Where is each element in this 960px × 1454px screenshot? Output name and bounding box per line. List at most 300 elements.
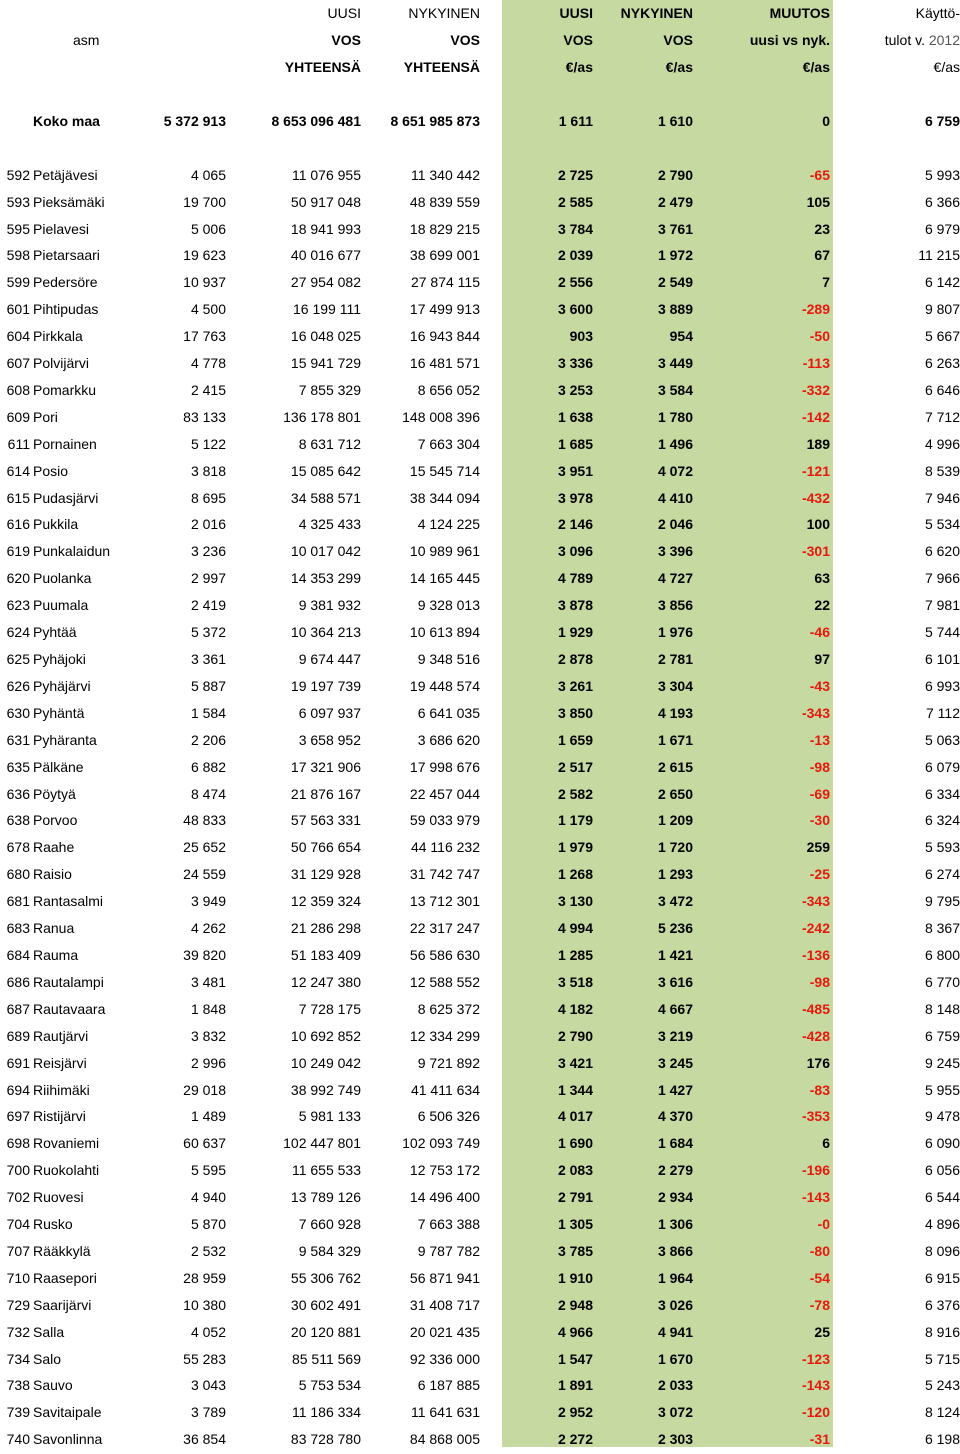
cell-kaytto: 6 993 [924, 677, 960, 694]
cell-asm: 5 887 [190, 677, 226, 694]
table-row [0, 996, 960, 1023]
cell-muutos: -289 [801, 301, 830, 318]
cell-asm: 5 372 [190, 624, 226, 641]
cell-nyk-yht: 16 481 571 [409, 355, 480, 372]
cell-muutos: 25 [814, 1323, 830, 1340]
cell-code: 630 [6, 704, 30, 721]
cell-asm: 29 018 [183, 1081, 226, 1098]
cell-nyk-as: 4 941 [657, 1323, 693, 1340]
cell-nyk-yht: 48 839 559 [409, 193, 480, 210]
cell-code: 700 [6, 1162, 30, 1179]
cell-uusi-yht: 11 655 533 [291, 1162, 361, 1179]
cell-nyk-yht: 10 613 894 [409, 624, 480, 641]
cell-asm: 36 854 [183, 1431, 226, 1448]
cell-uusi-yht: 20 120 881 [290, 1323, 361, 1340]
cell-gap [480, 1157, 505, 1184]
cell-asm: 24 559 [183, 866, 226, 883]
cell-uusi-as: 2 948 [557, 1296, 593, 1313]
cell-kaytto: 5 534 [924, 516, 960, 533]
cell-uusi-yht: 9 381 932 [298, 597, 361, 614]
cell-uusi-yht: 4 325 433 [298, 516, 361, 533]
cell-gap [480, 242, 505, 269]
cell-nyk-yht: 14 165 445 [409, 570, 480, 587]
cell-uusi-yht: 8 631 712 [298, 435, 361, 452]
cell-asm: 6 882 [190, 758, 226, 775]
cell-code: 689 [6, 1027, 30, 1044]
cell-uusi-as: 2 039 [557, 247, 593, 264]
cell-code: 604 [6, 328, 30, 345]
cell-name: Ruovesi [33, 1189, 84, 1206]
cell-nyk-as: 1 671 [657, 731, 693, 748]
cell-nyk-yht: 148 008 396 [402, 408, 480, 425]
cell-muutos: 259 [806, 839, 830, 856]
table-row [0, 969, 960, 996]
cell-kaytto: 5 593 [924, 839, 960, 856]
cell-kaytto: 5 715 [924, 1350, 960, 1367]
cell-gap [480, 458, 505, 485]
cell-name: Rauma [33, 946, 79, 963]
table-row [0, 1184, 960, 1211]
cell-kaytto: 5 063 [924, 731, 960, 748]
cell-code: 593 [6, 193, 30, 210]
cell-nyk-yht: 7 663 388 [417, 1216, 480, 1233]
cell-kaytto: 5 243 [924, 1377, 960, 1394]
header-kaytto-a: tulot v. [884, 32, 925, 48]
cell-name: Savitaipale [33, 1404, 102, 1421]
header-row-3 [0, 54, 960, 81]
cell-nyk-as: 3 072 [657, 1404, 693, 1421]
cell-code: 631 [6, 731, 30, 748]
cell-uusi-as: 2 790 [557, 1027, 593, 1044]
cell-nyk-as: 3 026 [657, 1296, 693, 1313]
cell-nyk-yht: 3 686 620 [417, 731, 480, 748]
cell-nyk-as: 1 306 [657, 1216, 693, 1233]
table-row [0, 754, 960, 781]
cell-kaytto: 6 056 [924, 1162, 960, 1179]
cell-muutos: -113 [802, 355, 830, 372]
cell-muutos: 7 [822, 274, 830, 291]
cell-gap [480, 1130, 505, 1157]
cell-asm: 2 016 [190, 516, 226, 533]
cell-kaytto: 7 981 [924, 597, 960, 614]
cell-asm: 2 532 [190, 1242, 226, 1259]
cell-nyk-as: 2 046 [657, 516, 693, 533]
total-muutos: 0 [822, 112, 830, 129]
cell-kaytto: 6 915 [924, 1269, 960, 1286]
cell-uusi-as: 3 878 [557, 597, 593, 614]
cell-nyk-yht: 10 989 961 [409, 543, 480, 560]
cell-nyk-yht: 12 753 172 [409, 1162, 480, 1179]
table-row [0, 1372, 960, 1399]
header-asm [73, 27, 226, 54]
cell-uusi-yht: 13 789 126 [290, 1189, 361, 1206]
table-row [0, 296, 960, 323]
cell-nyk-as: 1 972 [657, 247, 693, 264]
cell-name: Posio [33, 462, 69, 479]
spacer-row [0, 81, 960, 108]
cell-name: Pyhäranta [33, 731, 97, 748]
cell-nyk-yht: 59 033 979 [409, 812, 480, 829]
cell-name: Porvoo [33, 812, 78, 829]
cell-uusi-as: 3 951 [557, 462, 593, 479]
header-nyk-yht-2: VOS [450, 32, 480, 48]
cell-muutos: 23 [814, 220, 830, 237]
cell-asm: 48 833 [183, 812, 226, 829]
table-row [0, 1211, 960, 1238]
cell-code: 625 [6, 651, 30, 667]
total-row [0, 108, 960, 135]
cell-nyk-as: 3 472 [657, 893, 693, 910]
cell-uusi-as: 1 179 [557, 812, 593, 829]
cell-code: 697 [6, 1108, 30, 1125]
cell-nyk-as: 2 479 [657, 193, 693, 210]
cell-kaytto: 6 101 [924, 651, 960, 667]
cell-muutos: -343 [801, 893, 830, 910]
cell-gap [480, 1426, 505, 1453]
cell-asm: 19 700 [183, 193, 226, 210]
cell-nyk-yht: 7 663 304 [417, 435, 480, 452]
cell-muutos: -50 [809, 328, 830, 345]
cell-nyk-yht: 102 093 749 [402, 1135, 480, 1152]
cell-code: 691 [6, 1054, 30, 1071]
cell-muutos: 67 [814, 247, 830, 264]
header-uusi-as: UUSI [559, 5, 593, 21]
cell-uusi-yht: 10 249 042 [290, 1054, 361, 1071]
cell-uusi-as: 2 556 [557, 274, 593, 291]
cell-muutos: -83 [809, 1081, 830, 1098]
table-row [0, 1399, 960, 1426]
cell-nyk-yht: 19 448 574 [409, 677, 480, 694]
table-row [0, 565, 960, 592]
cell-uusi-as: 2 878 [557, 651, 593, 667]
cell-uusi-yht: 5 753 534 [298, 1377, 361, 1394]
cell-kaytto: 6 263 [924, 355, 960, 372]
cell-name: Rantasalmi [33, 893, 104, 910]
cell-nyk-as: 4 667 [657, 1000, 693, 1017]
cell-kaytto: 6 334 [924, 785, 960, 802]
cell-uusi-as: 1 268 [557, 866, 593, 883]
cell-uusi-yht: 50 766 654 [290, 839, 361, 856]
table-row [0, 1265, 960, 1292]
cell-uusi-as: 3 130 [557, 893, 593, 910]
cell-kaytto: 7 946 [924, 489, 960, 506]
cell-gap [480, 646, 505, 673]
cell-uusi-as: 3 978 [557, 489, 593, 506]
table-row [0, 189, 960, 216]
table-row [0, 538, 960, 565]
cell-code: 698 [6, 1135, 30, 1152]
table-row [0, 1023, 960, 1050]
cell-uusi-as: 3 850 [557, 704, 593, 721]
cell-nyk-yht: 8 625 372 [417, 1000, 480, 1017]
cell-uusi-as: 3 784 [557, 220, 593, 237]
cell-gap [480, 1292, 505, 1319]
cell-gap [480, 942, 505, 969]
cell-nyk-as: 1 496 [657, 435, 693, 452]
cell-gap [480, 189, 505, 216]
cell-nyk-as: 1 976 [657, 624, 693, 641]
cell-muutos: -0 [817, 1216, 830, 1233]
cell-gap [480, 996, 505, 1023]
cell-asm: 5 006 [190, 220, 226, 237]
table-row [0, 1103, 960, 1130]
cell-code: 686 [6, 973, 30, 990]
cell-name: Pirkkala [33, 328, 83, 345]
cell-uusi-yht: 5 981 133 [298, 1108, 361, 1125]
cell-code: 684 [6, 946, 30, 963]
cell-asm: 28 959 [183, 1269, 226, 1286]
cell-code: 734 [6, 1350, 30, 1367]
cell-kaytto: 5 955 [924, 1081, 960, 1098]
cell-code: 611 [7, 435, 30, 452]
cell-nyk-as: 2 650 [657, 785, 693, 802]
cell-asm: 83 133 [183, 408, 226, 425]
cell-uusi-yht: 11 186 334 [291, 1404, 361, 1421]
table-row [0, 1050, 960, 1077]
cell-muutos: -432 [801, 489, 830, 506]
cell-name: Ristijärvi [33, 1108, 86, 1125]
cell-asm: 3 789 [190, 1404, 226, 1421]
cell-gap [480, 1050, 505, 1077]
cell-muutos: -98 [809, 973, 830, 990]
cell-uusi-as: 2 791 [557, 1189, 593, 1206]
cell-muutos: 189 [806, 435, 830, 452]
cell-uusi-as: 4 182 [557, 1000, 593, 1017]
cell-uusi-yht: 12 247 380 [290, 973, 361, 990]
cell-name: Pyhäjärvi [33, 677, 91, 694]
cell-uusi-yht: 10 692 852 [290, 1027, 361, 1044]
cell-kaytto: 9 245 [924, 1054, 960, 1071]
cell-asm: 1 848 [190, 1000, 226, 1017]
cell-asm: 4 500 [190, 301, 226, 318]
cell-nyk-yht: 6 641 035 [417, 704, 480, 721]
cell-nyk-yht: 20 021 435 [409, 1323, 480, 1340]
cell-muutos: -65 [809, 166, 830, 183]
table-row [0, 511, 960, 538]
cell-nyk-yht: 31 408 717 [409, 1296, 480, 1313]
cell-code: 635 [6, 758, 30, 775]
cell-code: 710 [6, 1269, 30, 1286]
cell-uusi-as: 2 585 [557, 193, 593, 210]
cell-uusi-yht: 83 728 780 [290, 1431, 361, 1448]
cell-asm: 4 778 [190, 355, 226, 372]
cell-code: 729 [6, 1296, 30, 1313]
table-row [0, 1077, 960, 1104]
cell-asm: 1 584 [190, 704, 226, 721]
cell-kaytto: 6 079 [924, 758, 960, 775]
cell-nyk-yht: 92 336 000 [409, 1350, 480, 1367]
cell-uusi-yht: 10 364 213 [290, 624, 361, 641]
cell-uusi-yht: 18 941 993 [290, 220, 361, 237]
table-row [0, 673, 960, 700]
cell-nyk-yht: 22 317 247 [409, 920, 480, 937]
cell-kaytto: 6 544 [924, 1189, 960, 1206]
table-row [0, 834, 960, 861]
cell-kaytto: 8 124 [924, 1404, 960, 1421]
cell-nyk-as: 3 584 [657, 381, 693, 398]
cell-name: Savonlinna [33, 1431, 103, 1448]
cell-uusi-as: 3 421 [557, 1054, 593, 1071]
cell-gap [480, 619, 505, 646]
cell-gap [480, 1103, 505, 1130]
cell-uusi-yht: 9 584 329 [298, 1242, 361, 1259]
cell-code: 620 [6, 570, 30, 587]
cell-name: Pihtipudas [33, 301, 99, 318]
cell-code: 623 [6, 597, 30, 614]
header-muutos-2: uusi vs nyk. [749, 32, 830, 48]
cell-name: Pieksämäki [33, 193, 105, 210]
cell-muutos: 176 [806, 1054, 830, 1071]
cell-nyk-as: 2 279 [657, 1162, 693, 1179]
cell-muutos: -43 [809, 677, 830, 694]
cell-nyk-as: 3 449 [657, 355, 693, 372]
cell-uusi-as: 1 547 [557, 1350, 593, 1367]
cell-kaytto: 6 198 [924, 1431, 960, 1448]
cell-muutos: -69 [809, 785, 830, 802]
cell-code: 608 [6, 381, 30, 398]
cell-uusi-yht: 31 129 928 [290, 866, 361, 883]
cell-muutos: -242 [801, 920, 830, 937]
cell-asm: 4 940 [190, 1189, 226, 1206]
cell-name: Puumala [33, 597, 89, 614]
cell-uusi-yht: 7 660 928 [298, 1216, 361, 1233]
header-nyk-yht: NYKYINEN [408, 5, 480, 21]
cell-name: Sauvo [33, 1377, 73, 1394]
cell-uusi-yht: 30 602 491 [290, 1296, 361, 1313]
table-row [0, 242, 960, 269]
cell-asm: 3 481 [190, 973, 226, 990]
header-muutos: MUUTOS [769, 5, 830, 21]
cell-uusi-as: 2 582 [557, 785, 593, 802]
cell-uusi-yht: 85 511 569 [291, 1350, 361, 1367]
cell-uusi-as: 1 910 [557, 1269, 593, 1286]
table-row [0, 377, 960, 404]
cell-uusi-yht: 51 183 409 [290, 946, 361, 963]
cell-gap [480, 1077, 505, 1104]
cell-uusi-as: 903 [569, 328, 593, 345]
cell-asm: 10 380 [183, 1296, 226, 1313]
cell-code: 704 [6, 1216, 30, 1233]
cell-asm: 10 937 [183, 274, 226, 291]
cell-code: 678 [6, 839, 30, 856]
cell-muutos: -80 [809, 1242, 830, 1259]
cell-nyk-yht: 22 457 044 [409, 785, 480, 802]
cell-muutos: 97 [814, 651, 830, 667]
cell-nyk-yht: 44 116 232 [410, 839, 480, 856]
cell-code: 732 [6, 1323, 30, 1340]
cell-name: Ranua [33, 920, 75, 937]
cell-gap [480, 404, 505, 431]
cell-nyk-yht: 9 328 013 [417, 597, 480, 614]
cell-uusi-yht: 55 306 762 [290, 1269, 361, 1286]
cell-kaytto: 8 096 [924, 1242, 960, 1259]
cell-kaytto: 8 539 [924, 462, 960, 479]
cell-nyk-as: 1 780 [657, 408, 693, 425]
table-row [0, 269, 960, 296]
cell-name: Pyhtää [33, 624, 77, 641]
cell-name: Salla [33, 1323, 65, 1340]
cell-asm: 4 065 [190, 166, 226, 183]
cell-asm: 55 283 [183, 1350, 226, 1367]
cell-nyk-as: 2 781 [657, 651, 693, 667]
total-nyk-yht: 8 651 985 873 [390, 112, 480, 129]
table-row [0, 431, 960, 458]
cell-muutos: -121 [801, 462, 830, 479]
cell-kaytto: 6 759 [924, 1027, 960, 1044]
cell-kaytto: 6 090 [924, 1135, 960, 1152]
header-kaytto-3: €/as [933, 59, 960, 75]
cell-code: 694 [6, 1081, 30, 1098]
cell-kaytto: 6 979 [924, 220, 960, 237]
cell-asm: 3 949 [190, 893, 226, 910]
cell-code: 739 [6, 1404, 30, 1421]
header-uusi-as-3: €/as [565, 59, 593, 75]
cell-name: Puolanka [33, 570, 92, 587]
cell-nyk-yht: 18 829 215 [409, 220, 480, 237]
cell-uusi-as: 1 929 [557, 624, 593, 641]
cell-kaytto: 6 646 [924, 381, 960, 398]
cell-gap [480, 431, 505, 458]
cell-name: Saarijärvi [33, 1296, 92, 1313]
cell-asm: 5 595 [190, 1162, 226, 1179]
cell-name: Rautavaara [33, 1000, 106, 1017]
table-row [0, 942, 960, 969]
cell-muutos: -78 [809, 1296, 830, 1313]
cell-nyk-yht: 12 334 299 [409, 1027, 480, 1044]
cell-nyk-as: 1 964 [657, 1269, 693, 1286]
cell-kaytto: 6 366 [924, 193, 960, 210]
header-uusi-as-2: VOS [563, 32, 593, 48]
cell-name: Pukkila [33, 516, 79, 533]
cell-name: Raisio [33, 866, 72, 883]
cell-asm: 25 652 [183, 839, 226, 856]
cell-muutos: -196 [801, 1162, 830, 1179]
cell-nyk-as: 2 033 [657, 1377, 693, 1394]
cell-uusi-as: 3 096 [557, 543, 593, 560]
cell-uusi-yht: 3 658 952 [298, 731, 361, 748]
cell-nyk-yht: 6 506 326 [417, 1108, 480, 1125]
cell-uusi-yht: 12 359 324 [290, 893, 361, 910]
cell-muutos: -120 [801, 1404, 830, 1421]
cell-nyk-as: 1 293 [657, 866, 693, 883]
cell-muutos: -143 [801, 1377, 830, 1394]
cell-name: Salo [33, 1350, 62, 1367]
cell-nyk-yht: 4 124 225 [417, 516, 480, 533]
cell-gap [480, 781, 505, 808]
cell-muutos: -343 [801, 704, 830, 721]
cell-nyk-as: 4 727 [657, 570, 693, 587]
spacer-row [0, 135, 960, 162]
cell-asm: 3 818 [190, 462, 226, 479]
cell-nyk-as: 1 209 [657, 812, 693, 829]
cell-uusi-yht: 9 674 447 [298, 651, 361, 667]
cell-uusi-as: 1 344 [557, 1081, 593, 1098]
cell-uusi-yht: 14 353 299 [290, 570, 361, 587]
table-row [0, 1319, 960, 1346]
cell-kaytto: 11 215 [918, 247, 960, 264]
cell-gap [480, 216, 505, 243]
cell-asm: 3 236 [190, 543, 226, 560]
cell-nyk-yht: 41 411 634 [410, 1081, 480, 1098]
cell-uusi-as: 2 952 [557, 1404, 593, 1421]
cell-uusi-yht: 11 076 955 [291, 166, 361, 183]
cell-asm: 60 637 [183, 1135, 226, 1152]
cell-uusi-yht: 136 178 801 [283, 408, 361, 425]
cell-name: Pyhäjoki [33, 651, 86, 667]
cell-uusi-as: 1 659 [557, 731, 593, 748]
cell-nyk-yht: 14 496 400 [409, 1189, 480, 1206]
cell-nyk-as: 3 761 [657, 220, 693, 237]
